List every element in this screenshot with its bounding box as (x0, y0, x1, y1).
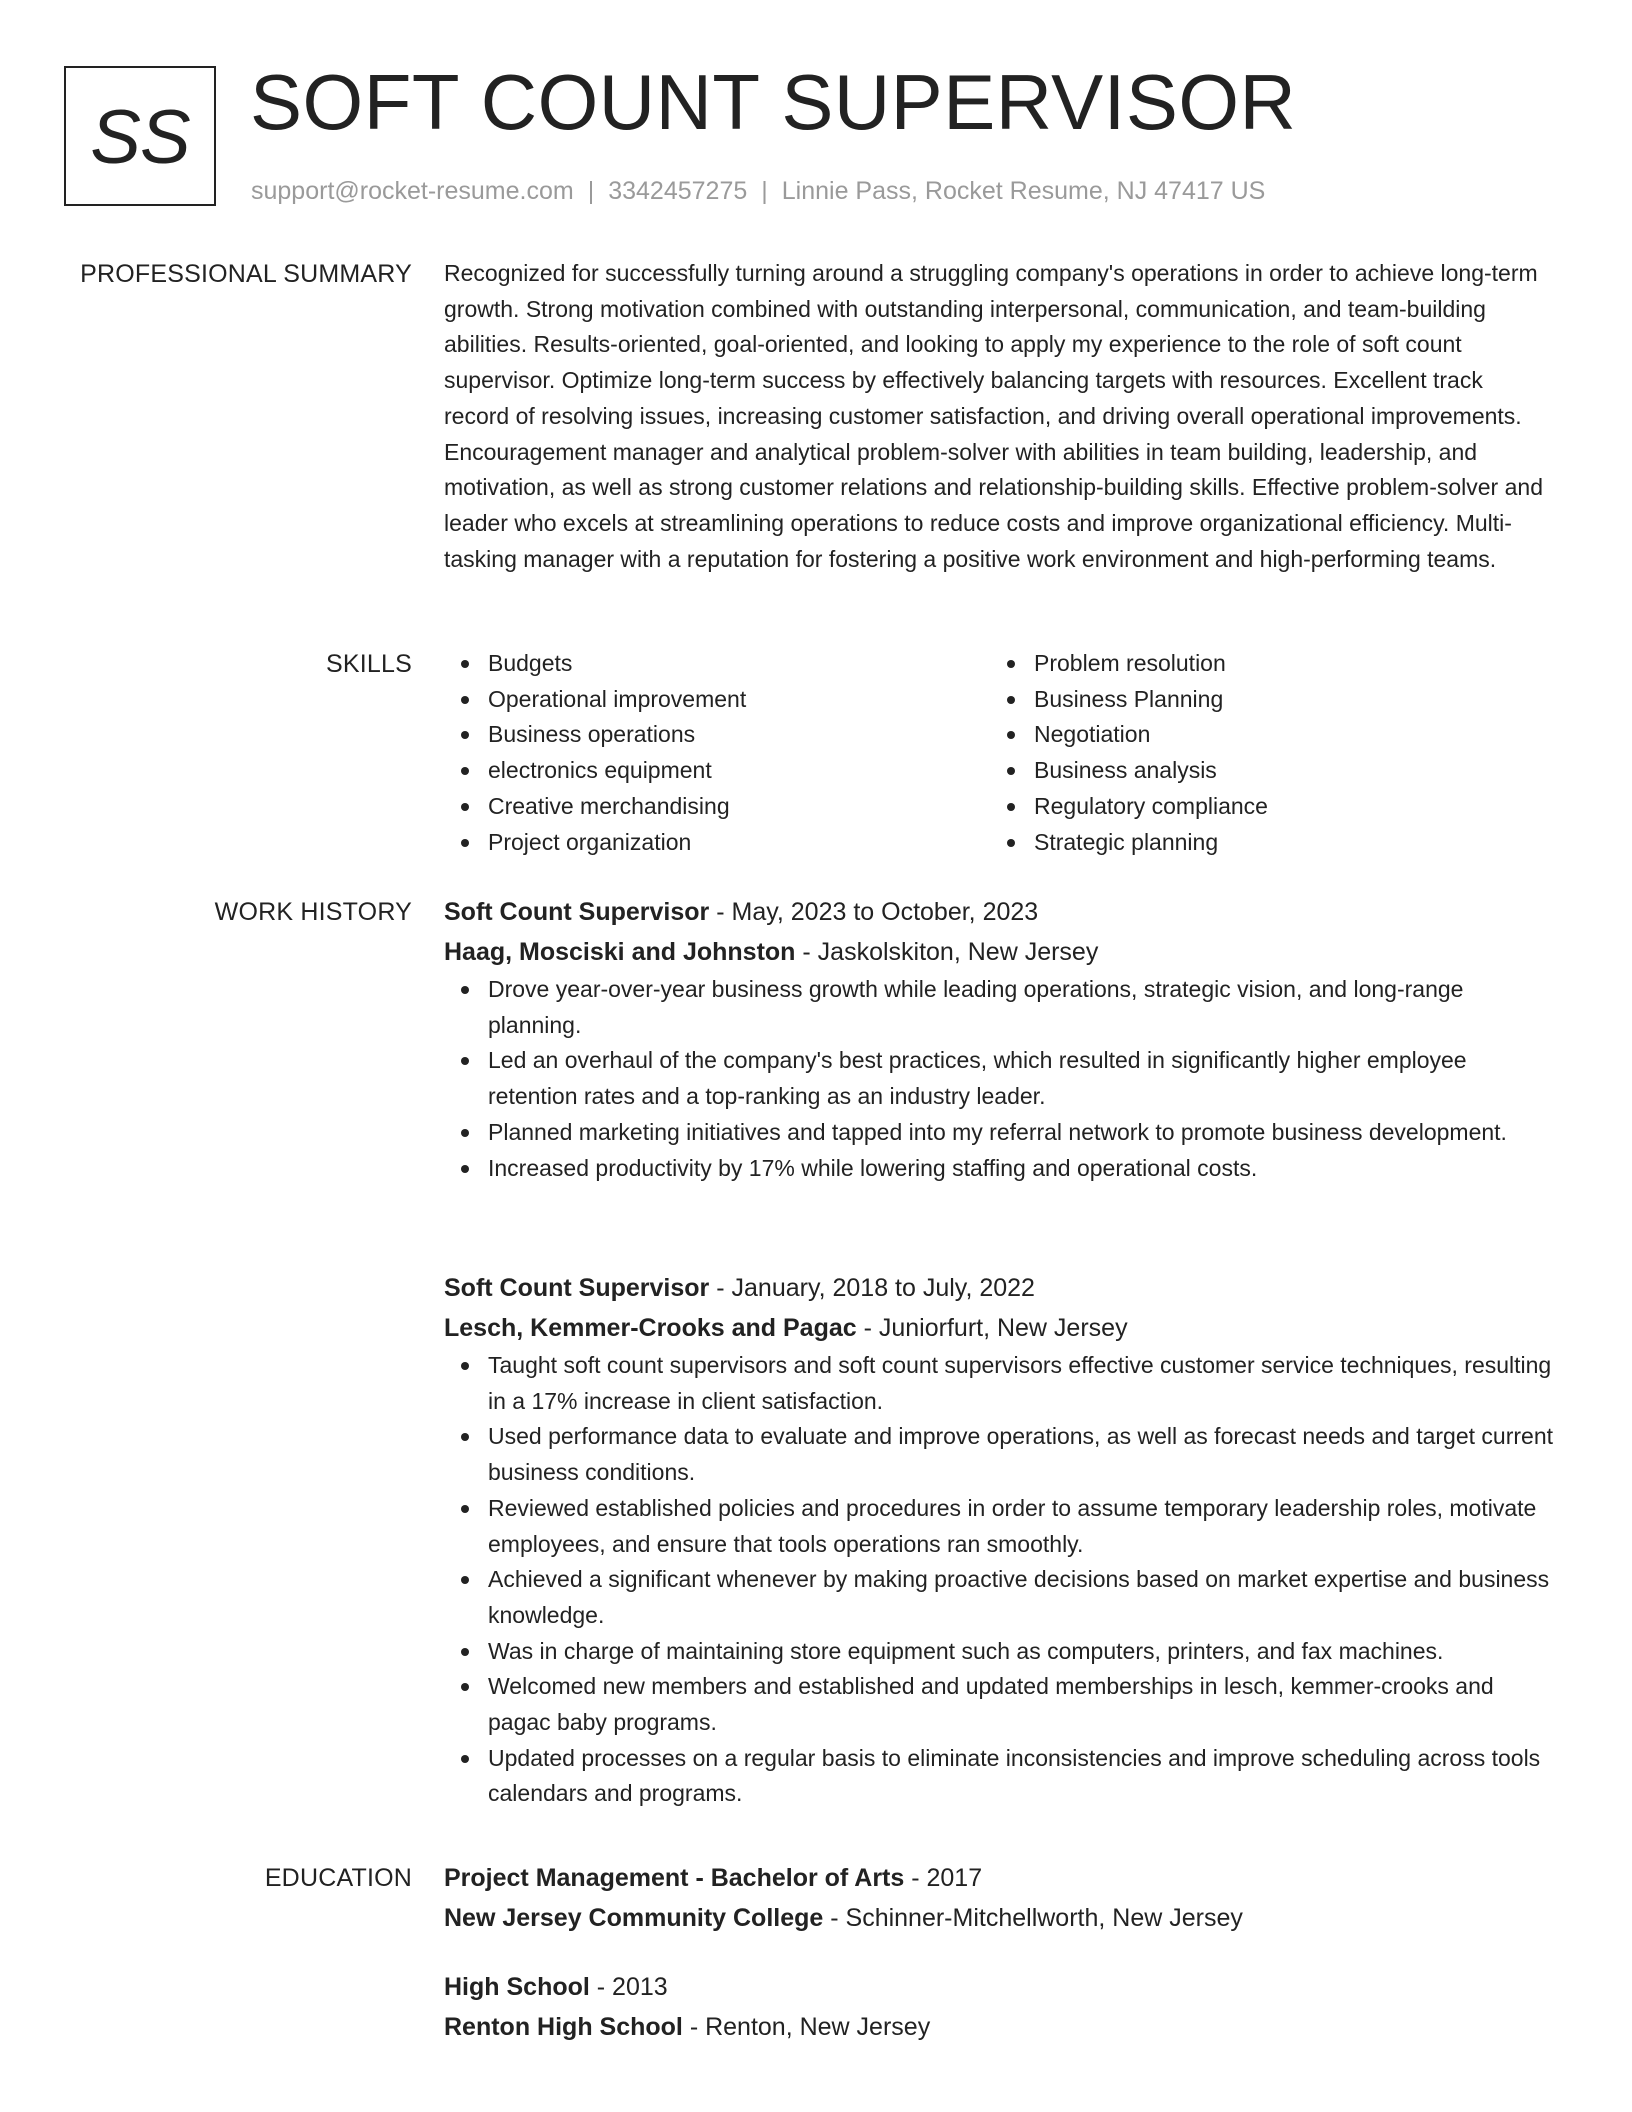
contact-separator: | (587, 177, 595, 205)
skill-item: electronics equipment (444, 753, 990, 789)
job-bullet: Achieved a significant whenever by making proactive decisions based on market expertise and business knowledge. (444, 1562, 1554, 1633)
skill-item: Creative merchandising (444, 789, 990, 825)
skill-item: Project organization (444, 825, 990, 861)
job-company: Haag, Mosciski and Johnston (444, 938, 796, 966)
education-entry (444, 1858, 1554, 1938)
skill-item: Problem resolution (990, 646, 1536, 682)
skill-item: Business analysis (990, 753, 1536, 789)
job-company-line (444, 1308, 1554, 1348)
resume-title: SOFT COUNT SUPERVISOR (250, 58, 1297, 146)
skill-item: Budgets (444, 646, 990, 682)
job-bullet: Taught soft count supervisors and soft count supervisors effective customer service techniques, resulting in a 17% increase in client satisfaction. (444, 1348, 1554, 1419)
job-bullet: Reviewed established policies and procedures in order to assume temporary leadership roles, motivate employees, and ensure that tools operations ran smoothly. (444, 1491, 1554, 1562)
section-heading-education: EDUCATION (264, 1864, 412, 1892)
skills-body (444, 646, 1554, 860)
education-entry (444, 1967, 1554, 2047)
job-entry (444, 892, 1554, 1186)
education-year: - 2017 (904, 1864, 983, 1892)
education-school: New Jersey Community College (444, 1904, 824, 1932)
job-title-line (444, 1268, 1554, 1308)
job-dates: - January, 2018 to July, 2022 (709, 1274, 1035, 1302)
skill-item: Operational improvement (444, 682, 990, 718)
skills-grid (444, 646, 1554, 860)
education-year: - 2013 (589, 1973, 668, 2001)
section-heading-skills: SKILLS (326, 650, 412, 678)
job-location: - Jaskolskiton, New Jersey (795, 938, 1099, 966)
skill-item: Business Planning (990, 682, 1536, 718)
education-degree-line (444, 1858, 1554, 1898)
education-degree: High School (444, 1973, 590, 2001)
education-location: - Renton, New Jersey (682, 2013, 931, 2041)
job-entry (444, 1268, 1554, 1812)
job-bullet: Welcomed new members and established and updated memberships in lesch, kemmer-crooks and pagac baby programs. (444, 1669, 1554, 1740)
job-bullet-list (444, 1348, 1554, 1812)
job-bullet: Increased productivity by 17% while lowering staffing and operational costs. (444, 1151, 1554, 1187)
monogram-box (64, 66, 216, 206)
skill-item: Regulatory compliance (990, 789, 1536, 825)
skill-item: Strategic planning (990, 825, 1536, 861)
job-title-line (444, 892, 1554, 932)
contact-phone[interactable]: 3342457275 (608, 177, 748, 205)
education-degree: Project Management - Bachelor of Arts (444, 1864, 905, 1892)
job-company: Lesch, Kemmer-Crooks and Pagac (444, 1314, 857, 1342)
job-dates: - May, 2023 to October, 2023 (709, 898, 1039, 926)
education-school-line (444, 1898, 1554, 1938)
education-degree-line (444, 1967, 1554, 2007)
job-location: - Juniorfurt, New Jersey (856, 1314, 1128, 1342)
contact-address: Linnie Pass, Rocket Resume, NJ 47417 US (781, 177, 1266, 205)
monogram-initials: SS (90, 95, 190, 180)
education-school: Renton High School (444, 2013, 683, 2041)
job-bullet: Used performance data to evaluate and improve operations, as well as forecast needs and target current business conditions. (444, 1419, 1554, 1490)
education-school-line (444, 2007, 1554, 2047)
skill-item: Business operations (444, 717, 990, 753)
job-bullet: Updated processes on a regular basis to eliminate inconsistencies and improve scheduling across tools calendars and programs. (444, 1741, 1554, 1812)
summary-text: Recognized for successfully turning around a struggling company's operations in order to achieve long-term growth. Strong motivation combined with outstanding interpersonal, communication, and team-building abilities. Results-oriented, goal-oriented, and looking to apply my experience to the role of soft count supervisor. Optimize long-term success by effectively balancing targets with resources. Excellent track record of resolving issues, increasing customer satisfaction, and driving overall operational improvements. Encouragement manager and analytical problem-solver with abilities in team building, leadership, and motivation, as well as strong customer relations and relationship-building skills. Effective problem-solver and leader who excels at streamlining operations to reduce costs and improve organizational efficiency. Multi-tasking manager with a reputation for fostering a positive work environment and high-performing teams. (444, 260, 1543, 572)
summary-body (444, 256, 1554, 577)
section-heading-summary: PROFESSIONAL SUMMARY (80, 260, 412, 288)
job-bullet: Led an overhaul of the company's best practices, which resulted in significantly higher employee retention rates and a top-ranking as an industry leader. (444, 1043, 1554, 1114)
job-title: Soft Count Supervisor (444, 898, 710, 926)
section-heading-work-history: WORK HISTORY (214, 898, 412, 926)
job-bullet: Was in charge of maintaining store equipment such as computers, printers, and fax machines. (444, 1634, 1554, 1670)
skills-list-left (444, 646, 990, 860)
contact-separator: | (761, 177, 768, 205)
education-location: - Schinner-Mitchellworth, New Jersey (823, 1904, 1243, 1932)
job-title: Soft Count Supervisor (444, 1274, 710, 1302)
skill-item: Negotiation (990, 717, 1536, 753)
skills-list-right (990, 646, 1536, 860)
job-bullet: Drove year-over-year business growth while leading operations, strategic vision, and long-range planning. (444, 972, 1554, 1043)
job-company-line (444, 932, 1554, 972)
job-bullet-list (444, 972, 1554, 1186)
contact-line (251, 174, 1265, 208)
job-bullet: Planned marketing initiatives and tapped into my referral network to promote business development. (444, 1115, 1554, 1151)
contact-email[interactable]: support@rocket-resume.com (251, 177, 574, 205)
